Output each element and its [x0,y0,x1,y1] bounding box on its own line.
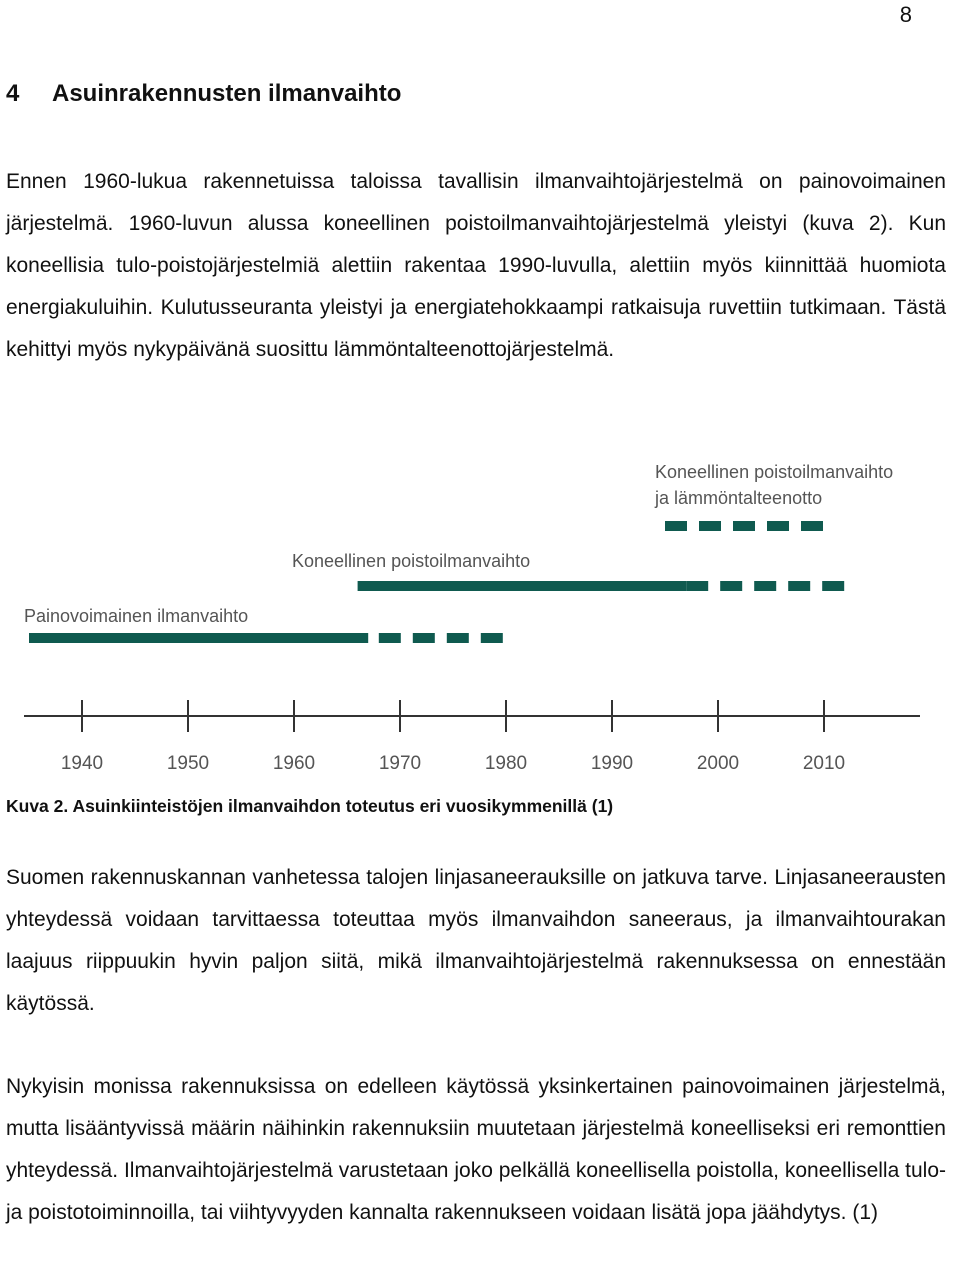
bar-label: ja lämmöntalteenotto [655,488,823,508]
paragraph-renovation: Suomen rakennuskannan vanhetessa talojen linjasaneerauksille on jatkuva tarve. Linjasaneerausten yhteydessä voidaan tarvittaessa toteuttaa myös ilmanvaihdon saneeraus, ja ilmanvaihtourakan laajuus riippuukin hyvin paljon siitä, mikä ilmanvaihtojärjestelmä rakennuksessa on ennestään käytössä. [6,866,946,1015]
solid-bar-segment [358,581,687,591]
dashed-bar-segment [720,581,742,591]
dashed-bar-segment [754,581,776,591]
solid-bar-segment [29,633,368,643]
page-number: 8 [899,2,912,27]
dashed-bar-segment [379,633,401,643]
dashed-bar-segment [413,633,435,643]
bar-label: Painovoimainen ilmanvaihto [24,606,249,626]
bar-label: Koneellinen poistoilmanvaihto [655,462,894,482]
dashed-bar-segment [686,581,708,591]
timeline-diagram [0,450,960,790]
section-number: 4 [6,80,20,107]
ventilation-timeline-figure [0,450,960,790]
bar-label: Koneellinen poistoilmanvaihto [292,551,531,571]
axis-tick-label: 1970 [378,753,422,774]
axis-tick-label: 2010 [802,753,846,774]
section-heading [6,80,401,108]
dashed-bar-segment [801,521,823,531]
paragraph-intro: Ennen 1960-lukua rakennetuissa taloissa tavallisin ilmanvaihtojärjestelmä on painovoimainen järjestelmä. 1960-luvun alussa koneellinen poistoilmanvaihtojärjestelmä yleistyi (kuva 2). Kun koneellisia tulo-poistojärjestelmiä alettiin rakentaa 1990-luvulla, alettiin myös kiinnittää huomiota energiakuluihin. Kulutusseuranta yleistyi ja energiatehokkaampi ratkaisuja ruvettiin tutkimaan. Tästä kehittyi myös nykypäivänä suosittu lämmöntalteenottojärjestelmä. [6,170,946,361]
axis-tick-label: 1990 [590,753,634,774]
axis-tick-label: 1940 [60,753,104,774]
dashed-bar-segment [822,581,844,591]
axis-tick-label: 1980 [484,753,528,774]
axis-tick-label: 1950 [166,753,210,774]
dashed-bar-segment [767,521,789,531]
dashed-bar-segment [788,581,810,591]
dashed-bar-segment [699,521,721,531]
dashed-bar-segment [447,633,469,643]
timeline-bar-group [24,606,503,643]
timeline-bar-group [292,551,844,591]
axis-tick-label: 2000 [696,753,740,774]
timeline-bar-group [654,462,893,531]
dashed-bar-segment [665,521,687,531]
paragraph-current-systems: Nykyisin monissa rakennuksissa on edelleen käytössä yksinkertainen painovoimainen järjestelmä, mutta lisääntyvissä määrin näihinkin rakennuksiin muutetaan järjestelmä koneelliseksi eri remonttien yhteydessä. Ilmanvaihtojärjestelmä varustetaan joko pelkällä koneellisella poistolla, koneellisella tulo- ja poistotoiminnoilla, tai viihtyvyyden kannalta rakennukseen voidaan lisätä jopa jäähdytys. (1) [6,1075,946,1224]
axis-tick-label: 1960 [272,753,316,774]
figure-caption: Kuva 2. Asuinkiinteistöjen ilmanvaihdon toteutus eri vuosikymmenillä (1) [6,796,614,816]
section-title: Asuinrakennusten ilmanvaihto [52,80,402,107]
dashed-bar-segment [481,633,503,643]
dashed-bar-segment [733,521,755,531]
